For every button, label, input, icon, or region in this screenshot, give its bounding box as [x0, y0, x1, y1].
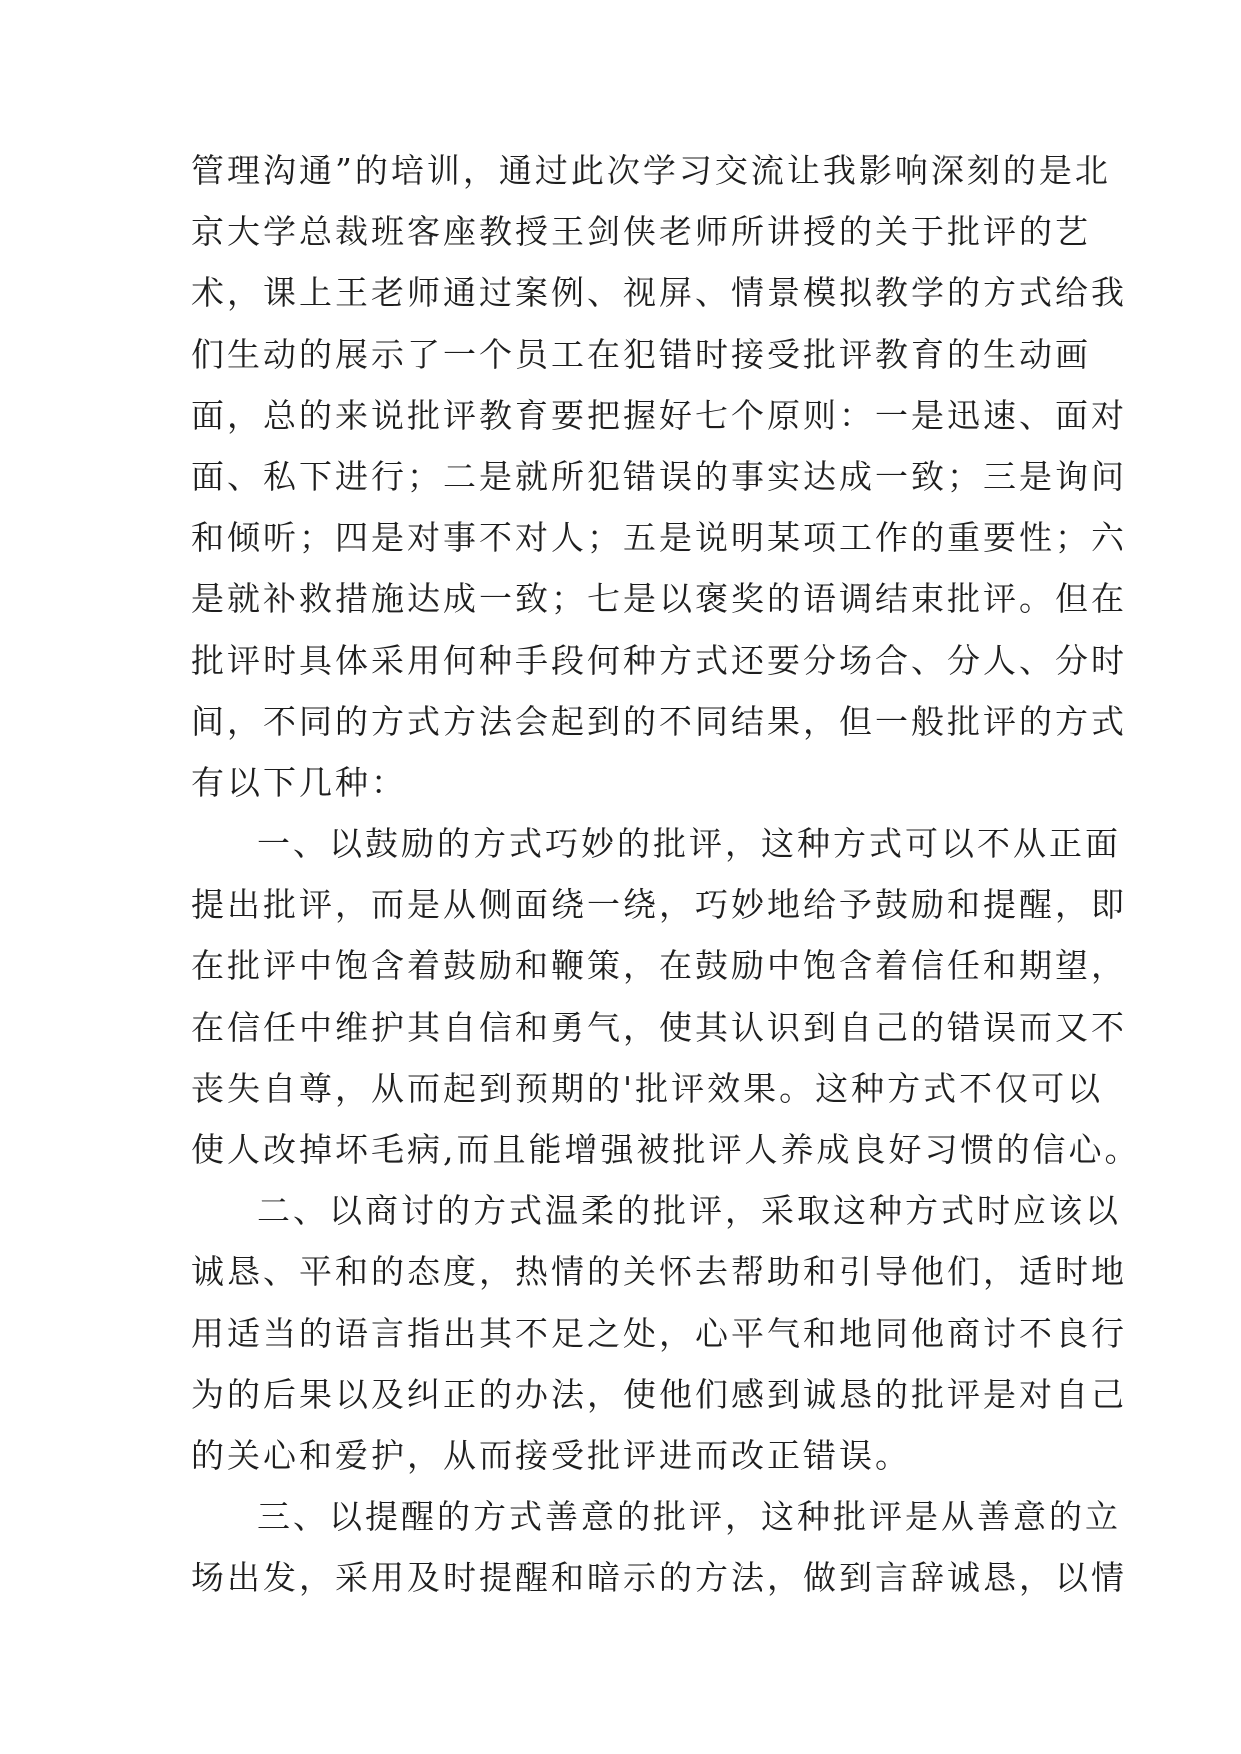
- text-line: 有以下几种：: [191, 762, 407, 802]
- text-line: 间，不同的方式方法会起到的不同结果，但一般批评的方式: [191, 701, 1127, 741]
- paragraph-first-line: 二、以商讨的方式温柔的批评，采取这种方式时应该以: [257, 1191, 1121, 1231]
- text-line: 诚恳、平和的态度，热情的关怀去帮助和引导他们，适时地: [191, 1252, 1127, 1292]
- text-line: 批评时具体采用何种手段何种方式还要分场合、分人、分时: [191, 640, 1127, 680]
- text-line: 们生动的展示了一个员工在犯错时接受批评教育的生动画: [191, 334, 1091, 374]
- text-line: 在信任中维护其自信和勇气，使其认识到自己的错误而又不: [191, 1007, 1127, 1047]
- text-line: 提出批评，而是从侧面绕一绕，巧妙地给予鼓励和提醒，即: [191, 885, 1127, 925]
- text-line: 是就补救措施达成一致；七是以褒奖的语调结束批评。但在: [191, 579, 1127, 619]
- paragraph-first-line: 一、以鼓励的方式巧妙的批评，这种方式可以不从正面: [257, 824, 1121, 864]
- text-line: 面、私下进行；二是就所犯错误的事实达成一致；三是询问: [191, 456, 1127, 496]
- text-line: 管理沟通”的培训，通过此次学习交流让我影响深刻的是北: [191, 151, 1111, 190]
- paragraph-first-line: 三、以提醒的方式善意的批评，这种批评是从善意的立: [257, 1497, 1121, 1537]
- text-line: 使人改掉坏毛病,而且能增强被批评人养成良好习惯的信心。: [191, 1130, 1141, 1169]
- text-line: 丧失自尊，从而起到预期的'批评效果。这种方式不仅可以: [191, 1068, 1104, 1108]
- text-line: 的关心和爱护，从而接受批评进而改正错误。: [191, 1435, 911, 1475]
- body-text: [191, 140, 1141, 1609]
- text-line: 京大学总裁班客座教授王剑侠老师所讲授的关于批评的艺: [191, 212, 1091, 252]
- text-line: 为的后果以及纠正的办法，使他们感到诚恳的批评是对自己: [191, 1374, 1127, 1414]
- text-line: 术，课上王老师通过案例、视屏、情景模拟教学的方式给我: [191, 273, 1127, 313]
- text-line: 和倾听；四是对事不对人；五是说明某项工作的重要性；六: [191, 518, 1127, 558]
- text-line: 用适当的语言指出其不足之处，心平气和地同他商讨不良行: [191, 1313, 1127, 1353]
- text-line: 场出发，采用及时提醒和暗示的方法，做到言辞诚恳，以情: [191, 1558, 1127, 1598]
- text-line: 面，总的来说批评教育要把握好七个原则：一是迅速、面对: [191, 395, 1127, 435]
- text-line: 在批评中饱含着鼓励和鞭策，在鼓励中饱含着信任和期望，: [191, 946, 1127, 986]
